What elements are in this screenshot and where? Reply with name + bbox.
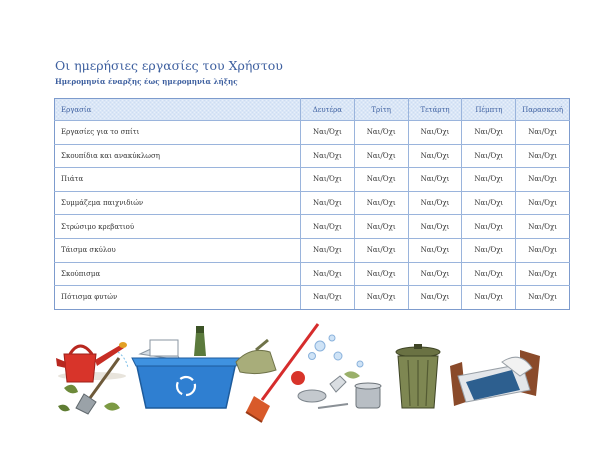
day-cell[interactable]: Ναι/Όχι: [516, 144, 570, 168]
table-row: [55, 144, 570, 168]
day-cell[interactable]: Ναι/Όχι: [408, 215, 462, 239]
header-task: Εργασία: [55, 99, 301, 121]
day-cell[interactable]: Ναι/Όχι: [462, 144, 516, 168]
day-cell[interactable]: Ναι/Όχι: [462, 191, 516, 215]
header-wednesday: Τετάρτη: [408, 99, 462, 121]
bed-icon: [450, 350, 540, 406]
day-cell[interactable]: Ναι/Όχι: [354, 191, 408, 215]
day-cell[interactable]: Ναι/Όχι: [408, 121, 462, 145]
day-cell[interactable]: Ναι/Όχι: [462, 121, 516, 145]
task-name: Τάισμα σκύλου: [55, 238, 301, 262]
table-row: [55, 168, 570, 192]
recycling-bin-icon: [132, 326, 240, 408]
day-cell[interactable]: Ναι/Όχι: [354, 215, 408, 239]
day-cell[interactable]: Ναι/Όχι: [354, 286, 408, 310]
chores-table: [54, 98, 570, 310]
day-cell[interactable]: Ναι/Όχι: [301, 215, 355, 239]
day-cell[interactable]: Ναι/Όχι: [462, 168, 516, 192]
day-cell[interactable]: Ναι/Όχι: [301, 191, 355, 215]
table-header-row: [55, 99, 570, 121]
table-row: [55, 215, 570, 239]
day-cell[interactable]: Ναι/Όχι: [408, 191, 462, 215]
soap-bubbles-icon: [309, 335, 364, 367]
task-name: Πότισμα φυτών: [55, 286, 301, 310]
task-name: Σκουπίδια και ανακύκλωση: [55, 144, 301, 168]
day-cell[interactable]: Ναι/Όχι: [301, 144, 355, 168]
task-name: Σκούπισμα: [55, 262, 301, 286]
day-cell[interactable]: Ναι/Όχι: [516, 262, 570, 286]
day-cell[interactable]: Ναι/Όχι: [516, 168, 570, 192]
day-cell[interactable]: Ναι/Όχι: [462, 286, 516, 310]
day-cell[interactable]: Ναι/Όχι: [516, 286, 570, 310]
day-cell[interactable]: Ναι/Όχι: [301, 286, 355, 310]
day-cell[interactable]: Ναι/Όχι: [462, 215, 516, 239]
dishes-icon: [291, 371, 381, 408]
table-row: [55, 191, 570, 215]
day-cell[interactable]: Ναι/Όχι: [408, 286, 462, 310]
day-cell[interactable]: Ναι/Όχι: [301, 121, 355, 145]
header-tuesday: Τρίτη: [354, 99, 408, 121]
day-cell[interactable]: Ναι/Όχι: [408, 168, 462, 192]
page-title: Οι ημερήσιες εργασίες του Χρήστου: [55, 58, 283, 73]
day-cell[interactable]: Ναι/Όχι: [301, 168, 355, 192]
day-cell[interactable]: Ναι/Όχι: [301, 262, 355, 286]
task-name: Πιάτα: [55, 168, 301, 192]
header-friday: Παρασκευή: [516, 99, 570, 121]
day-cell[interactable]: Ναι/Όχι: [516, 215, 570, 239]
day-cell[interactable]: Ναι/Όχι: [462, 238, 516, 262]
header-monday: Δευτέρα: [301, 99, 355, 121]
day-cell[interactable]: Ναι/Όχι: [516, 238, 570, 262]
table-row: [55, 121, 570, 145]
day-cell[interactable]: Ναι/Όχι: [408, 262, 462, 286]
day-cell[interactable]: Ναι/Όχι: [354, 238, 408, 262]
task-name: Εργασίες για το σπίτι: [55, 121, 301, 145]
trash-can-icon: [396, 344, 440, 408]
day-cell[interactable]: Ναι/Όχι: [354, 168, 408, 192]
task-name: Συμμάζεμα παιχνιδιών: [55, 191, 301, 215]
table-row: [55, 286, 570, 310]
date-range-subtitle: Ημερομηνία έναρξης έως ημερομηνία λήξης: [55, 77, 238, 86]
day-cell[interactable]: Ναι/Όχι: [408, 144, 462, 168]
header-thursday: Πέμπτη: [462, 99, 516, 121]
table-row: [55, 238, 570, 262]
dustpan-icon: [236, 340, 276, 374]
day-cell[interactable]: Ναι/Όχι: [354, 262, 408, 286]
day-cell[interactable]: Ναι/Όχι: [354, 144, 408, 168]
day-cell[interactable]: Ναι/Όχι: [354, 121, 408, 145]
day-cell[interactable]: Ναι/Όχι: [462, 262, 516, 286]
day-cell[interactable]: Ναι/Όχι: [301, 238, 355, 262]
table-row: [55, 262, 570, 286]
task-name: Στρώσιμο κρεβατιού: [55, 215, 301, 239]
chores-illustrations: [0, 310, 600, 430]
day-cell[interactable]: Ναι/Όχι: [408, 238, 462, 262]
day-cell[interactable]: Ναι/Όχι: [516, 191, 570, 215]
day-cell[interactable]: Ναι/Όχι: [516, 121, 570, 145]
